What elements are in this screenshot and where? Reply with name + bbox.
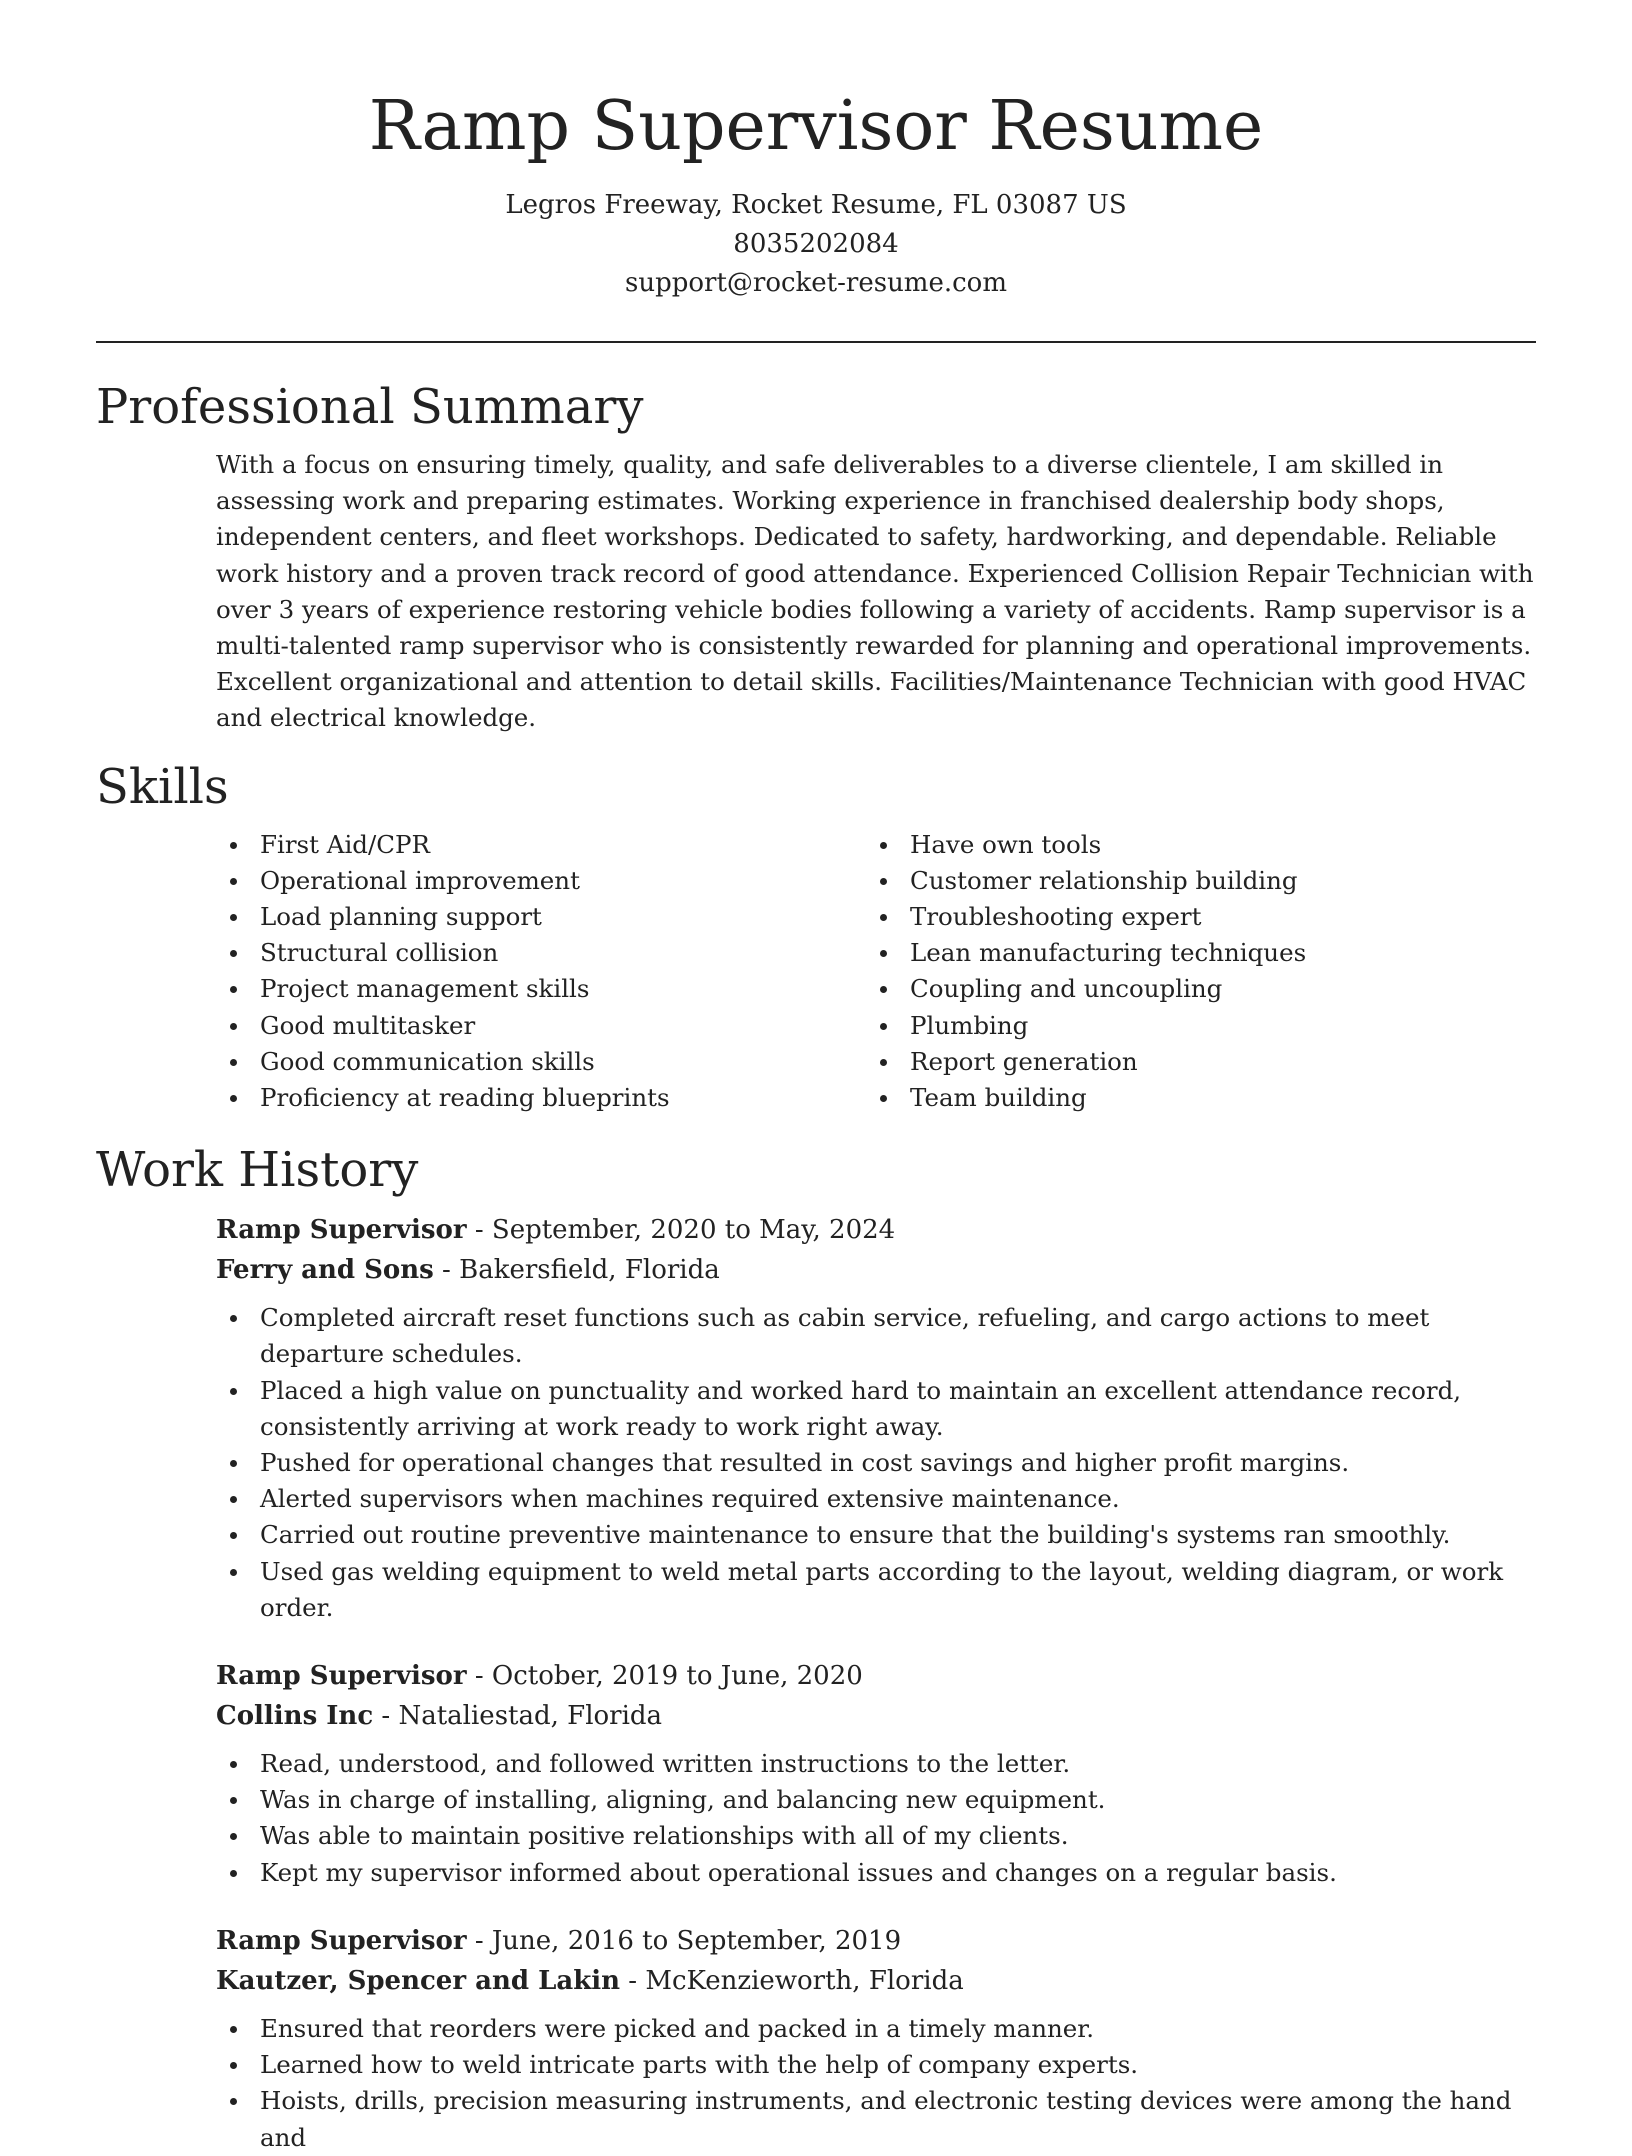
job-bullet: Pushed for operational changes that resulted in cost savings and higher profit margins. <box>216 1445 1546 1481</box>
resume-title: Ramp Supervisor Resume <box>368 87 1264 166</box>
job-location: - Nataliestad, Florida <box>373 1701 663 1732</box>
skill-item: Report generation <box>866 1044 1506 1080</box>
job-company: Kautzer, Spencer and Lakin <box>216 1965 621 1996</box>
job-bullet: Placed a high value on punctuality and worked hard to maintain an excellent attendance record, consistently arriving at work ready to work right away. <box>216 1373 1546 1445</box>
job-entry <box>216 1921 1546 2156</box>
job-location: - Bakersfield, Florida <box>433 1255 720 1286</box>
contact-phone: 8035202084 <box>733 229 899 259</box>
job-bullets <box>216 1300 1546 1626</box>
skills-column-right <box>866 827 1506 1117</box>
skill-item: Good communication skills <box>216 1044 866 1080</box>
skills-list <box>96 827 1536 1117</box>
skill-item: Structural collision <box>216 935 866 971</box>
skills-heading: Skills <box>96 758 229 815</box>
job-bullet: Kept my supervisor informed about operational issues and changes on a regular basis. <box>216 1855 1546 1891</box>
job-bullet: Used gas welding equipment to weld metal parts according to the layout, welding diagram, or work order. <box>216 1554 1546 1626</box>
job-bullet: Hoists, drills, precision measuring instruments, and electronic testing devices were among the hand and <box>216 2083 1546 2155</box>
skill-item: Customer relationship building <box>866 863 1506 899</box>
job-bullet: Was able to maintain positive relationships with all of my clients. <box>216 1818 1546 1854</box>
job-location: - McKenzieworth, Florida <box>620 1965 964 1996</box>
job-title-line <box>216 1210 1546 1250</box>
job-bullet: Ensured that reorders were picked and packed in a timely manner. <box>216 2011 1546 2047</box>
job-dates: - October, 2019 to June, 2020 <box>466 1661 863 1692</box>
job-bullet: Carried out routine preventive maintenance to ensure that the building's systems ran smoothly. <box>216 1517 1546 1553</box>
job-title-line <box>216 1656 1546 1696</box>
job-company-line <box>216 1250 1546 1290</box>
skill-item: Load planning support <box>216 899 866 935</box>
work-history-heading: Work History <box>96 1142 419 1199</box>
job-title: Ramp Supervisor <box>216 1215 467 1246</box>
job-dates: - September, 2020 to May, 2024 <box>466 1215 896 1246</box>
job-company-line <box>216 1961 1546 2001</box>
job-bullet: Was in charge of installing, aligning, and balancing new equipment. <box>216 1782 1546 1818</box>
job-title-line <box>216 1921 1546 1961</box>
contact-address: Legros Freeway, Rocket Resume, FL 03087 US <box>505 190 1127 220</box>
summary-heading: Professional Summary <box>96 379 644 435</box>
skill-item: Good multitasker <box>216 1008 866 1044</box>
skill-item: Lean manufacturing techniques <box>866 935 1506 971</box>
resume-page <box>96 0 1536 2156</box>
contact-block <box>96 186 1536 303</box>
skill-item: Operational improvement <box>216 863 866 899</box>
skill-item: Troubleshooting expert <box>866 899 1506 935</box>
skill-item: Project management skills <box>216 971 866 1007</box>
skill-item: Plumbing <box>866 1008 1506 1044</box>
job-entry <box>216 1210 1546 1626</box>
job-company: Collins Inc <box>216 1701 374 1732</box>
skill-item: Have own tools <box>866 827 1506 863</box>
job-company: Ferry and Sons <box>216 1255 434 1286</box>
job-bullets <box>216 1746 1546 1891</box>
skill-item: Team building <box>866 1080 1506 1116</box>
resume-header <box>96 0 1536 303</box>
job-bullet: Alerted supervisors when machines required extensive maintenance. <box>216 1481 1546 1517</box>
job-bullets <box>216 2011 1546 2156</box>
job-title: Ramp Supervisor <box>216 1925 467 1956</box>
skill-item: Proficiency at reading blueprints <box>216 1080 866 1116</box>
header-divider <box>96 341 1536 343</box>
skill-item: Coupling and uncoupling <box>866 971 1506 1007</box>
job-bullet: Learned how to weld intricate parts with the help of company experts. <box>216 2047 1546 2083</box>
job-company-line <box>216 1696 1546 1736</box>
skills-column-left <box>216 827 866 1117</box>
job-entry <box>216 1656 1546 1891</box>
job-title: Ramp Supervisor <box>216 1661 467 1692</box>
contact-email: support@rocket-resume.com <box>624 268 1007 298</box>
job-bullet: Read, understood, and followed written instructions to the letter. <box>216 1746 1546 1782</box>
summary-text: With a focus on ensuring timely, quality, and safe deliverables to a diverse clientele, I am skilled in assessing work and preparing estimates. Working experience in franchised dealership body shops, independent centers, and fleet workshops. Dedicated to safety, hardworking, and dependable. Reliable work history and a proven track record of good attendance. Experienced Collision Repair Technician with over 3 years of experience restoring vehicle bodies following a variety of accidents. Ramp supervisor is a multi-talented ramp supervisor who is consistently rewarded for planning and operational improvements. Excellent organizational and attention to detail skills. Facilities/Maintenance Technician with good HVAC and electrical knowledge. <box>216 450 1534 733</box>
skill-item: First Aid/CPR <box>216 827 866 863</box>
job-dates: - June, 2016 to September, 2019 <box>466 1925 902 1956</box>
job-bullet: Completed aircraft reset functions such as cabin service, refueling, and cargo actions to meet departure schedules. <box>216 1300 1546 1372</box>
